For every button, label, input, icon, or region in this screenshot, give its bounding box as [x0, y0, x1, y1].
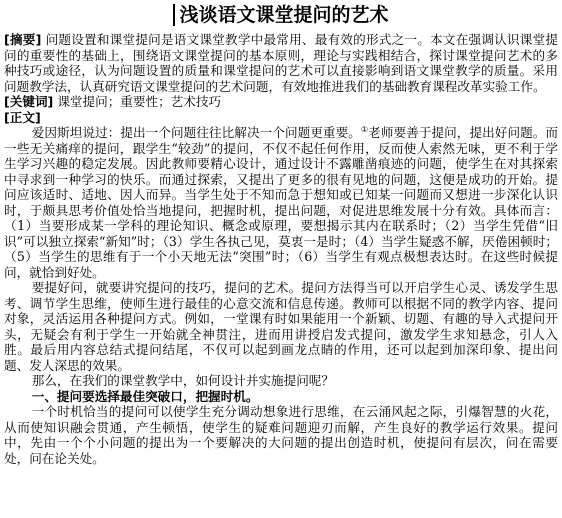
- abstract-text: 问题设置和课堂提问是语文课堂教学中最常用、最有效的形式之一。本文在强调认识课堂提问的重要性的基础上，围绕语文课堂提问的基本原则，理论与实践相结合，探讨课堂提问艺术的多种技巧或途径，认为问题设置的质量和课堂提问的艺术可以直接影响到语文课堂教学的质量。采用问题教学法，认真研究语文课堂提问的艺术问题，有效地推进我们的基础教育课程改革实验工作。: [4, 32, 559, 94]
- body-tag-line: [4, 110, 558, 126]
- body-paragraph-4: 一个时机恰当的提问可以使学生充分调动想象进行思维，在云涌风起之际，引爆智慧的火花，从而使知识融会贯通，产生顿悟，使学生的疑难问题迎刃而解，产生良好的教学运行效果。提问中，先由一个个小问题的提出为一个要解决的大问题的提出创造时机，使提问有层次，问在需要处，问在论关处。: [4, 404, 558, 466]
- body-tag: [正文]: [4, 109, 41, 125]
- keywords-tag: [关键词]: [4, 94, 54, 109]
- body-paragraph-3: 那么，在我们的课堂教学中，如何设计并实施提问呢？: [31, 373, 334, 388]
- keywords-text: 课堂提问；重要性；艺术技巧: [57, 94, 222, 109]
- body-paragraph-2: 要提好问，就要讲究提问的技巧，提问的艺术。提问方法得当可以开启学生心灵、诱发学生思考、调节学生思维，使师生进行最佳的心意交流和信息传递。教师可以根据不同的教学内容、提问对象，灵活运用各种提问方式。例如，一堂课有时如果能用一个新颖、切题、有趣的导入式提问开头，无疑会有利于学生一开始就全神贯注，进而用讲授启发式提问，激发学生求知悬念，引人入胜。最后用内容总结式提问结尾，不仅可以起到画龙点睛的作用，还可以起到加深印象、提出问题、发人深思的效果。: [4, 280, 558, 373]
- footnote-ref: ①: [360, 124, 369, 134]
- abstract-tag: [摘要]: [4, 32, 42, 47]
- abstract-paragraph: [4, 32, 558, 94]
- body-paragraph-1: 爱因斯坦说过：提出一个问题往往比解决一个问题更重要。①老师要善于提问，提出好问题。而一些无关痛痒的提问，跟学生“较劲”的提问，不仅不起任何作用，反而使人索然无味，更不利于学生学习兴趣的稳定发展。因此教师要精心设计，通过设计不露雕凿痕迹的问题，使学生在对其探索中寻求到一种学习的快乐。而通过探索，又提出了更多的很有见地的问题，这便是成功的开始。提问应该适时、适地、因人而异。当学生处于不知而急于想知或已知某一问题而又想进一步深化认识时，于颇具思考价值处恰当地提问，把握时机，提出问题，对促进思维发展十分有效。具体而言：（1）当要形成某一学科的理论知识、概念或原理，要想揭示其内在联系时；（2）当学生凭借“旧识”可以独立探索“新知”时；（3）学生各执己见，莫衷一是时；（4）当学生疑惑不解，厌倦困顿时；（5）当学生的思维有于一个小天地无法“突围”时；（6）当学生有观点极想表达时。在这些时候提问，就恰到好处。: [4, 124, 559, 280]
- keywords-paragraph: [4, 94, 558, 110]
- section-heading-1: 一、提问要选择最佳突破口，把握时机。: [31, 388, 259, 404]
- document-title: 浅谈语文课堂提问的艺术: [4, 0, 558, 30]
